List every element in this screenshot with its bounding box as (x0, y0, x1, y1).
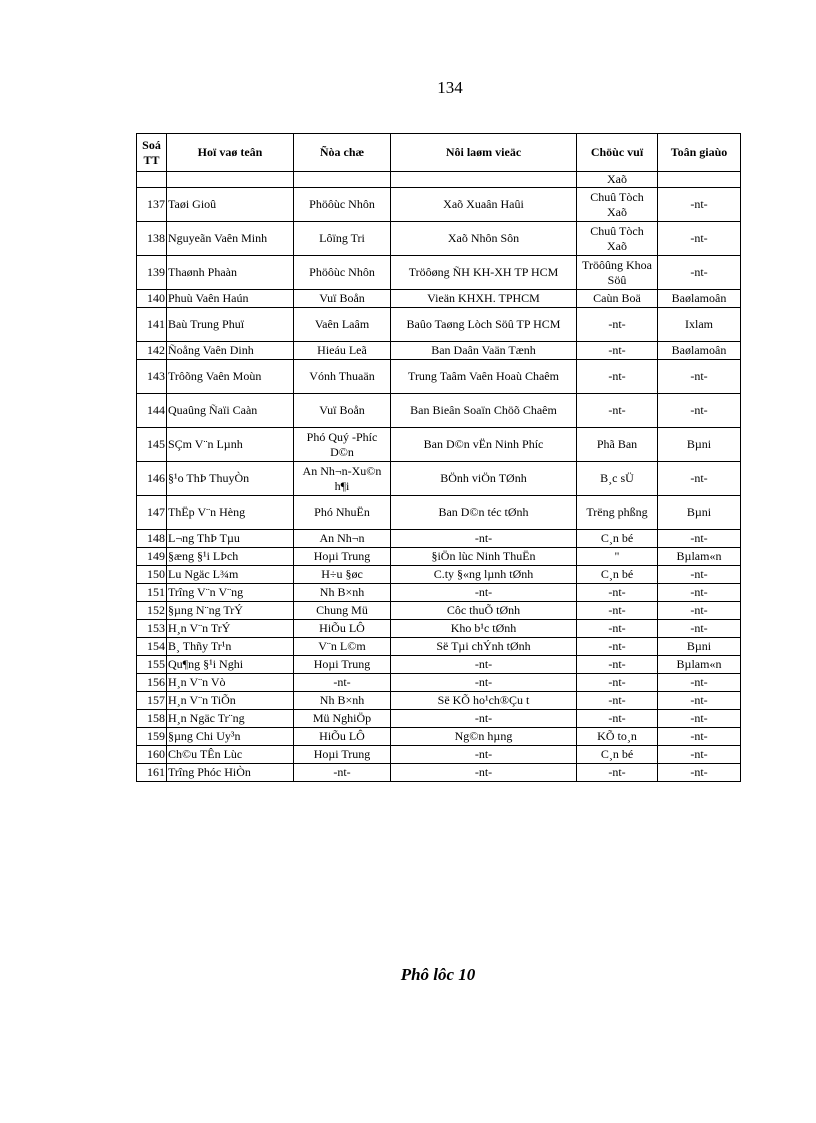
position-cell: Chuû Tòch Xaõ (577, 188, 658, 222)
address-cell: An Nh¬n-Xu©n h¶i (294, 462, 391, 496)
person-name: Trîng V¨n V¨ng (167, 584, 294, 602)
position-cell: -nt- (577, 360, 658, 394)
workplace-cell: Së Tµi chÝnh tØnh (391, 638, 577, 656)
address-cell: H÷u §øc (294, 566, 391, 584)
address-cell: Phöôùc Nhôn (294, 256, 391, 290)
workplace-cell: Baûo Taøng Lòch Söû TP HCM (391, 308, 577, 342)
position-cell: -nt- (577, 692, 658, 710)
workplace-cell: Ban Daân Vaän Tænh (391, 342, 577, 360)
header-name: Hoï vaø teân (167, 134, 294, 172)
address-cell (294, 172, 391, 188)
table-row (137, 290, 741, 308)
position-cell: Xaõ (577, 172, 658, 188)
person-name: H¸n V¨n TiÕn (167, 692, 294, 710)
religion-cell: Ixlam (658, 308, 741, 342)
person-name: SÇm V¨n Lµnh (167, 428, 294, 462)
religion-cell: Bµlam«n (658, 656, 741, 674)
position-cell: C¸n bé (577, 746, 658, 764)
religion-cell: -nt- (658, 710, 741, 728)
workplace-cell: C.ty §«ng lµnh tØnh (391, 566, 577, 584)
address-cell: V¨n L©m (294, 638, 391, 656)
person-name (167, 172, 294, 188)
position-cell: B¸c sÜ (577, 462, 658, 496)
row-number (137, 172, 167, 188)
row-number: 140 (137, 290, 167, 308)
religion-cell: -nt- (658, 394, 741, 428)
table-row (137, 188, 741, 222)
workplace-cell: Tröôøng ÑH KH-XH TP HCM (391, 256, 577, 290)
position-cell: C¸n bé (577, 530, 658, 548)
workplace-cell: -nt- (391, 656, 577, 674)
table-row (137, 394, 741, 428)
address-cell: -nt- (294, 674, 391, 692)
workplace-cell (391, 172, 577, 188)
religion-cell: -nt- (658, 256, 741, 290)
row-number: 156 (137, 674, 167, 692)
row-number: 148 (137, 530, 167, 548)
person-name: §µng Chi Uy³n (167, 728, 294, 746)
religion-cell: Bµni (658, 428, 741, 462)
table-row (137, 728, 741, 746)
address-cell: Vónh Thuaän (294, 360, 391, 394)
religion-cell: Bµni (658, 496, 741, 530)
table-row (137, 530, 741, 548)
address-cell: Vuï Boån (294, 290, 391, 308)
person-name: B¸ Thñy Tr¹n (167, 638, 294, 656)
row-number: 152 (137, 602, 167, 620)
religion-cell: -nt- (658, 360, 741, 394)
address-cell: HiÕu LÔ (294, 620, 391, 638)
table-row (137, 746, 741, 764)
row-number: 149 (137, 548, 167, 566)
position-cell: -nt- (577, 342, 658, 360)
table-row (137, 462, 741, 496)
religion-cell: Baølamoân (658, 342, 741, 360)
header-address: Ñòa chæ (294, 134, 391, 172)
header-row (137, 134, 741, 172)
address-cell: Phöôùc Nhôn (294, 188, 391, 222)
page-number: 134 (437, 78, 463, 97)
workplace-cell: Xaõ Xuaân Haûi (391, 188, 577, 222)
workplace-cell: Kho b¹c tØnh (391, 620, 577, 638)
religion-cell: -nt- (658, 530, 741, 548)
row-number: 155 (137, 656, 167, 674)
position-cell: KÕ to¸n (577, 728, 658, 746)
row-number: 160 (137, 746, 167, 764)
header-no: Soá TT (137, 134, 167, 172)
religion-cell: -nt- (658, 764, 741, 782)
religion-cell: -nt- (658, 674, 741, 692)
address-cell: HiÕu LÔ (294, 728, 391, 746)
position-cell: C¸n bé (577, 566, 658, 584)
row-number: 141 (137, 308, 167, 342)
address-cell: Hieáu Leã (294, 342, 391, 360)
row-number: 147 (137, 496, 167, 530)
workplace-cell: Xaõ Nhôn Sôn (391, 222, 577, 256)
position-cell: Caùn Boä (577, 290, 658, 308)
address-cell: An Nh¬n (294, 530, 391, 548)
position-cell: Chuû Tòch Xaõ (577, 222, 658, 256)
workplace-cell: -nt- (391, 584, 577, 602)
workplace-cell: -nt- (391, 530, 577, 548)
row-number: 145 (137, 428, 167, 462)
table-row (137, 620, 741, 638)
workplace-cell: Ban D©n vËn Ninh Phíc (391, 428, 577, 462)
position-cell: Tröôûng Khoa Söû (577, 256, 658, 290)
workplace-cell: Ng©n hµng (391, 728, 577, 746)
religion-cell: -nt- (658, 728, 741, 746)
person-name: H¸n V¨n Vò (167, 674, 294, 692)
person-name: Ñoång Vaên Dinh (167, 342, 294, 360)
religion-cell: -nt- (658, 462, 741, 496)
address-cell: Hoµi Trung (294, 656, 391, 674)
table-row (137, 584, 741, 602)
table-row (137, 308, 741, 342)
position-cell: " (577, 548, 658, 566)
person-name: Thaønh Phaàn (167, 256, 294, 290)
position-cell: -nt- (577, 674, 658, 692)
person-name: H¸n Ngäc Tr¨ng (167, 710, 294, 728)
row-number: 144 (137, 394, 167, 428)
row-number: 161 (137, 764, 167, 782)
religion-cell: -nt- (658, 602, 741, 620)
religion-cell: Bµlam«n (658, 548, 741, 566)
table-row (137, 222, 741, 256)
position-cell: -nt- (577, 710, 658, 728)
address-cell: Nh B×nh (294, 584, 391, 602)
row-number: 157 (137, 692, 167, 710)
person-name: L¬ng ThÞ Tµu (167, 530, 294, 548)
person-name: §æng §¹i LÞch (167, 548, 294, 566)
row-number: 139 (137, 256, 167, 290)
address-cell: Hoµi Trung (294, 746, 391, 764)
workplace-cell: Ban Bieân Soaïn Chöõ Chaêm (391, 394, 577, 428)
religion-cell: -nt- (658, 188, 741, 222)
position-cell: -nt- (577, 584, 658, 602)
header-workplace: Nôi laøm vieäc (391, 134, 577, 172)
person-name: Ch©u TÊn Lùc (167, 746, 294, 764)
table-row (137, 674, 741, 692)
row-number: 159 (137, 728, 167, 746)
row-number: 154 (137, 638, 167, 656)
religion-cell: Bµni (658, 638, 741, 656)
person-name: §¹o ThÞ ThuyÒn (167, 462, 294, 496)
table-row (137, 638, 741, 656)
position-cell: -nt- (577, 620, 658, 638)
address-cell: Phó NhuËn (294, 496, 391, 530)
row-number: 150 (137, 566, 167, 584)
address-cell: -nt- (294, 764, 391, 782)
religion-cell (658, 172, 741, 188)
workplace-cell: -nt- (391, 710, 577, 728)
row-number: 142 (137, 342, 167, 360)
position-cell: -nt- (577, 602, 658, 620)
workplace-cell: -nt- (391, 764, 577, 782)
workplace-cell: Ban D©n téc tØnh (391, 496, 577, 530)
table-row (137, 342, 741, 360)
table-row (137, 764, 741, 782)
religion-cell: -nt- (658, 746, 741, 764)
row-number: 137 (137, 188, 167, 222)
religion-cell: -nt- (658, 222, 741, 256)
table-row (137, 172, 741, 188)
workplace-cell: Vieän KHXH. TPHCM (391, 290, 577, 308)
position-cell: -nt- (577, 656, 658, 674)
table-body (137, 172, 741, 782)
address-cell: Chung Mü (294, 602, 391, 620)
position-cell: -nt- (577, 638, 658, 656)
person-name: Lu Ngäc L¾m (167, 566, 294, 584)
row-number: 151 (137, 584, 167, 602)
header-position: Chöùc vuï (577, 134, 658, 172)
row-number: 143 (137, 360, 167, 394)
person-name: ThËp V¨n Hèng (167, 496, 294, 530)
table-row (137, 692, 741, 710)
table-row (137, 360, 741, 394)
table-row (137, 428, 741, 462)
row-number: 158 (137, 710, 167, 728)
person-name: Taøi Gioû (167, 188, 294, 222)
religion-cell: -nt- (658, 620, 741, 638)
workplace-cell: -nt- (391, 674, 577, 692)
row-number: 146 (137, 462, 167, 496)
workplace-cell: BÖnh viÖn TØnh (391, 462, 577, 496)
address-cell: Vaên Laâm (294, 308, 391, 342)
address-cell: Lôïng Tri (294, 222, 391, 256)
address-cell: Mü NghiÖp (294, 710, 391, 728)
religion-cell: -nt- (658, 584, 741, 602)
person-name: H¸n V¨n TrÝ (167, 620, 294, 638)
personnel-table (136, 133, 741, 782)
person-name: Nguyeãn Vaên Minh (167, 222, 294, 256)
position-cell: -nt- (577, 308, 658, 342)
workplace-cell: Trung Taâm Vaên Hoaù Chaêm (391, 360, 577, 394)
table-row (137, 566, 741, 584)
address-cell: Phó Quý -Phíc D©n (294, 428, 391, 462)
religion-cell: Baølamoân (658, 290, 741, 308)
person-name: Qu¶ng §¹i Nghi (167, 656, 294, 674)
person-name: Trôõng Vaên Moùn (167, 360, 294, 394)
position-cell: Trëng phßng (577, 496, 658, 530)
religion-cell: -nt- (658, 566, 741, 584)
address-cell: Hoµi Trung (294, 548, 391, 566)
workplace-cell: Së KÕ ho¹ch®Çu t (391, 692, 577, 710)
person-name: Trîng Phóc HiÒn (167, 764, 294, 782)
workplace-cell: -nt- (391, 746, 577, 764)
position-cell: Phã Ban (577, 428, 658, 462)
person-name: Phuù Vaên Haún (167, 290, 294, 308)
table-row (137, 710, 741, 728)
table-row (137, 548, 741, 566)
religion-cell: -nt- (658, 692, 741, 710)
person-name: §µng N¨ng TrÝ (167, 602, 294, 620)
person-name: Baù Trung Phuï (167, 308, 294, 342)
position-cell: -nt- (577, 764, 658, 782)
person-name: Quaûng Ñaïi Caàn (167, 394, 294, 428)
table-row (137, 256, 741, 290)
workplace-cell: Côc thuÕ tØnh (391, 602, 577, 620)
workplace-cell: §iÖn lùc Ninh ThuËn (391, 548, 577, 566)
address-cell: Nh B×nh (294, 692, 391, 710)
table-row (137, 602, 741, 620)
row-number: 138 (137, 222, 167, 256)
address-cell: Vuï Boån (294, 394, 391, 428)
header-religion: Toân giaùo (658, 134, 741, 172)
table-row (137, 656, 741, 674)
row-number: 153 (137, 620, 167, 638)
table-row (137, 496, 741, 530)
position-cell: -nt- (577, 394, 658, 428)
appendix-title: Phô lôc 10 (400, 965, 476, 984)
